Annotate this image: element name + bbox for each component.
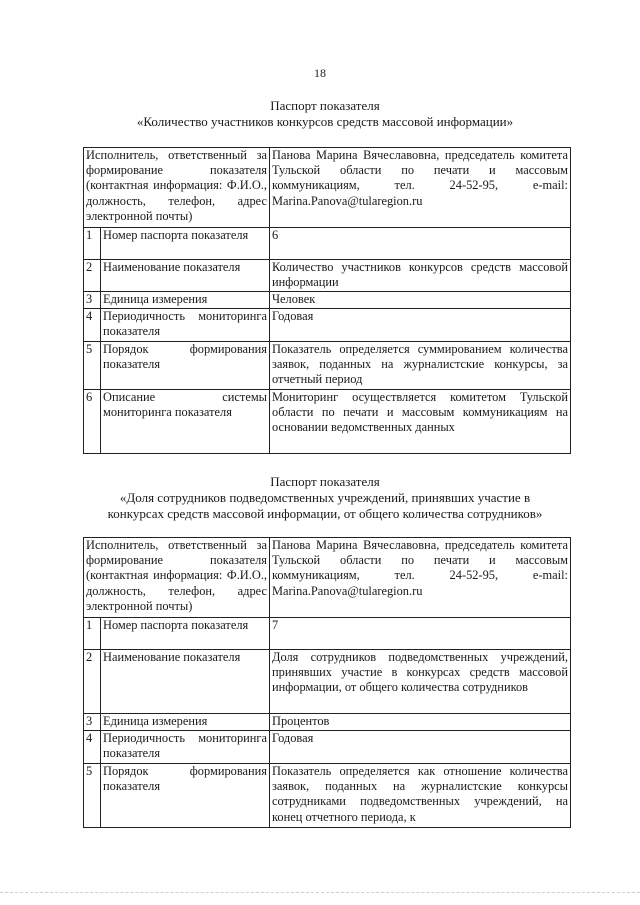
- responsible-row: [84, 148, 571, 228]
- row-value: Годовая: [270, 731, 571, 764]
- row-value: Количество участников конкурсов средств массовой информации: [270, 260, 571, 292]
- table-row: [84, 618, 571, 650]
- row-label: Порядок формирования показателя: [101, 764, 270, 828]
- row-value: Человек: [270, 292, 571, 309]
- row-number: 4: [84, 731, 101, 764]
- row-value: Процентов: [270, 714, 571, 731]
- table-row: [84, 309, 571, 342]
- table-row: [84, 714, 571, 731]
- row-label: Периодичность мониторинга показателя: [101, 309, 270, 342]
- row-value: 6: [270, 228, 571, 260]
- table-row: [84, 764, 571, 828]
- row-label: Единица измерения: [101, 714, 270, 731]
- responsible-label: Исполнитель, ответственный за формирование показателя (контактная информация: Ф.И.О., должность, телефон, адрес электронной почты): [84, 148, 270, 228]
- row-number: 4: [84, 309, 101, 342]
- responsible-row: [84, 538, 571, 618]
- row-label: Наименование показателя: [101, 650, 270, 714]
- passport-2-subtitle-line-1: «Доля сотрудников подведомственных учреждений, принявших участие в: [119, 490, 531, 505]
- row-label: Периодичность мониторинга показателя: [101, 731, 270, 764]
- row-number: 1: [84, 228, 101, 260]
- responsible-value: Панова Марина Вячеславовна, председатель комитета Тульской области по печати и массовым коммуникациям, тел. 24-52-95, e-mail: Marina.Panova@tularegion.ru: [270, 148, 571, 228]
- row-number: 6: [84, 390, 101, 454]
- table-row: [84, 292, 571, 309]
- row-label: Описание системы мониторинга показателя: [101, 390, 270, 454]
- row-label: Единица измерения: [101, 292, 270, 309]
- row-number: 5: [84, 342, 101, 390]
- passport-1-subtitle: «Количество участников конкурсов средств массовой информации»: [136, 114, 514, 129]
- passport-2-table: [83, 537, 571, 828]
- passport-1-heading: [60, 98, 590, 130]
- row-value: Показатель определяется как отношение количества заявок, поданных на журналистские конкурсы сотрудниками подведомственных учреждений, на конец отчетного периода, к: [270, 764, 571, 828]
- table-row: [84, 260, 571, 292]
- passport-1-title: Паспорт показателя: [270, 98, 380, 113]
- page-number: 18: [314, 66, 326, 80]
- row-value: Годовая: [270, 309, 571, 342]
- table-row: [84, 650, 571, 714]
- row-value: Показатель определяется суммированием количества заявок, поданных на журналистские конкурсы, за отчетный период: [270, 342, 571, 390]
- row-label: Номер паспорта показателя: [101, 618, 270, 650]
- passport-1-table: [83, 147, 571, 454]
- row-number: 2: [84, 260, 101, 292]
- row-number: 1: [84, 618, 101, 650]
- responsible-label: Исполнитель, ответственный за формирование показателя (контактная информация: Ф.И.О., должность, телефон, адрес электронной почты): [84, 538, 270, 618]
- row-value: Доля сотрудников подведомственных учреждений, принявших участие в конкурсах средств массовой информации, от общего количества сотрудников: [270, 650, 571, 714]
- table-row: [84, 731, 571, 764]
- table-row: [84, 390, 571, 454]
- row-number: 3: [84, 292, 101, 309]
- row-value: Мониторинг осуществляется комитетом Тульской области по печати и массовым коммуникациям на основании ведомственных данных: [270, 390, 571, 454]
- scan-edge-divider: [0, 892, 640, 894]
- passport-2-heading: [60, 474, 590, 522]
- table-row: [84, 342, 571, 390]
- row-label: Номер паспорта показателя: [101, 228, 270, 260]
- row-value: 7: [270, 618, 571, 650]
- passport-2-subtitle-line-2: конкурсах средств массовой информации, от общего количества сотрудников»: [107, 506, 543, 521]
- responsible-value: Панова Марина Вячеславовна, председатель комитета Тульской области по печати и массовым коммуникациям, тел. 24-52-95, e-mail: Marina.Panova@tularegion.ru: [270, 538, 571, 618]
- row-number: 3: [84, 714, 101, 731]
- passport-2-title: Паспорт показателя: [270, 474, 380, 489]
- row-number: 5: [84, 764, 101, 828]
- row-number: 2: [84, 650, 101, 714]
- row-label: Наименование показателя: [101, 260, 270, 292]
- row-label: Порядок формирования показателя: [101, 342, 270, 390]
- table-row: [84, 228, 571, 260]
